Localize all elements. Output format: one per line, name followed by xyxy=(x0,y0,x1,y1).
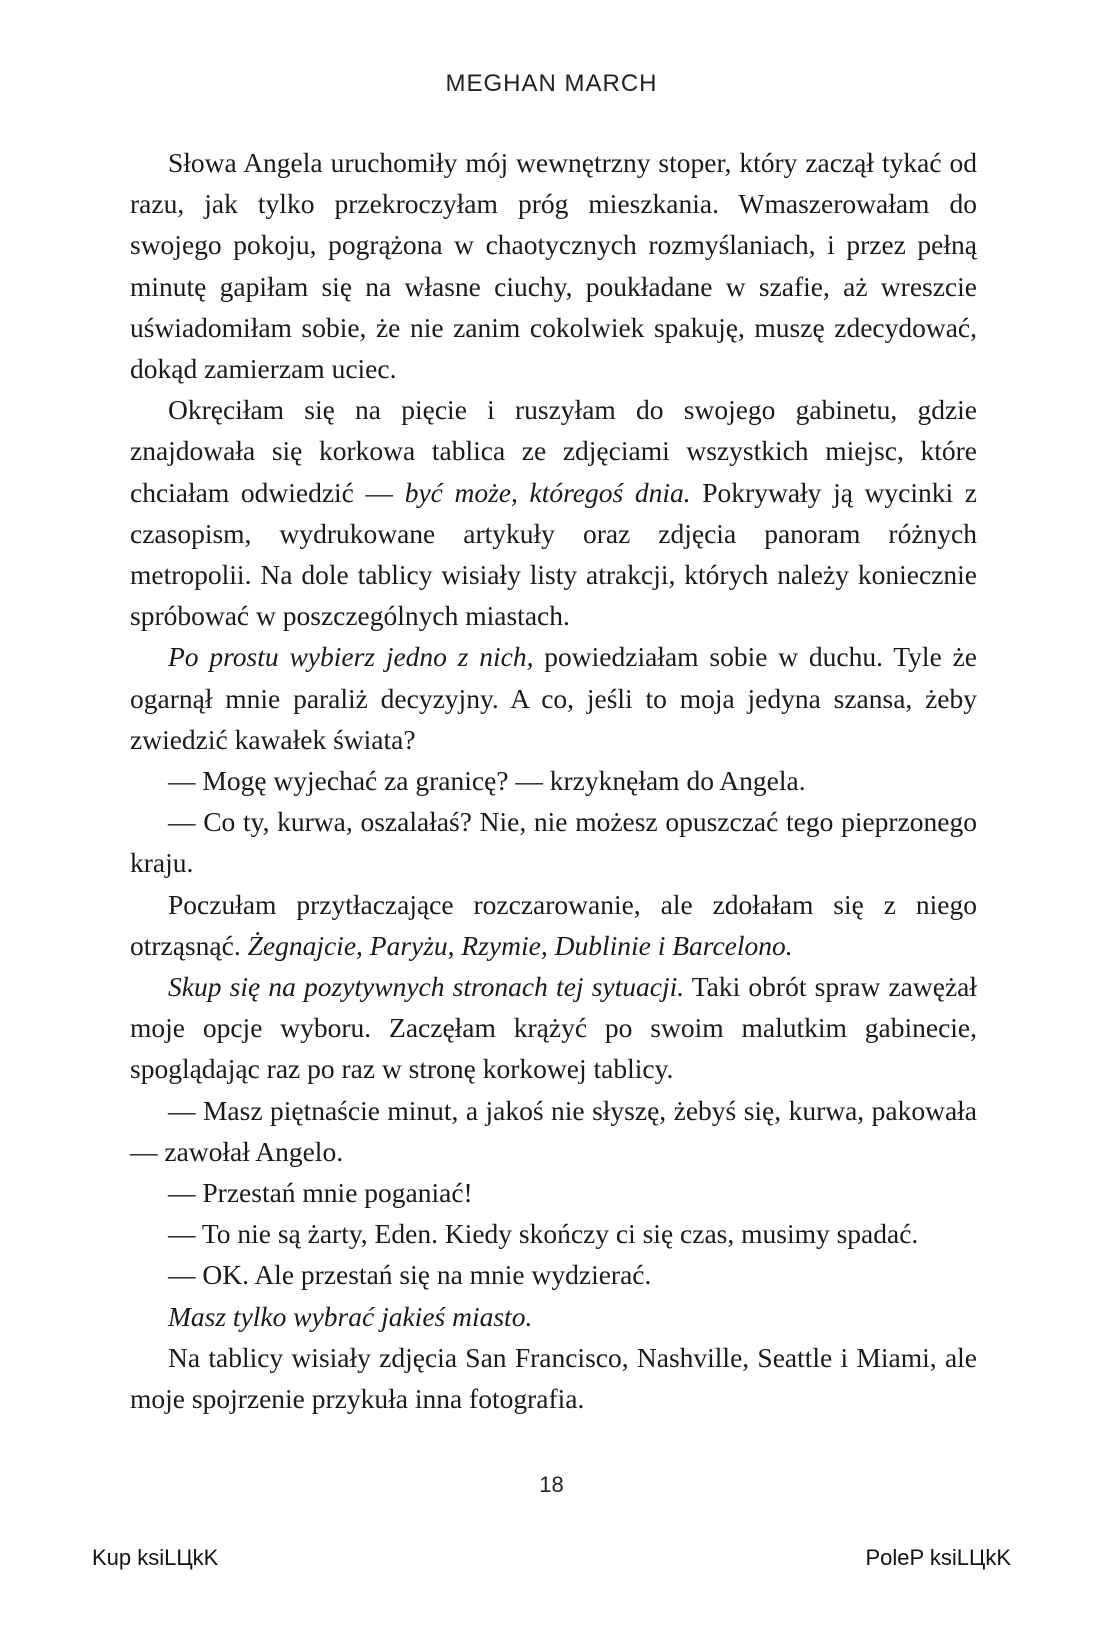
page-number: 18 xyxy=(539,1472,564,1497)
text-run: Słowa Angela uruchomiły mój wewnętrzny stoper, który zaczął tykać od razu, jak tylko przekroczyłam próg mieszkania. Wmaszerowałam do swojego pokoju, pogrążona w chaotycznych rozmyślaniach, i przez pełną minutę gapiłam się na własne ciuchy, poukładane w szafie, aż wreszcie uświadomiłam sobie, że nie zanim cokolwiek spakuję, muszę zdecydować, dokąd zamierzam uciec. xyxy=(130,147,977,385)
paragraph xyxy=(130,1172,977,1213)
buy-book-link[interactable]: Kup ksiLЦkK xyxy=(92,1545,219,1570)
running-head-author: MEGHAN MARCH xyxy=(445,70,658,97)
text-run: Na tablicy wisiały zdjęcia San Francisco, Nashville, Seattle i Miami, ale moje spojrzenie przykuła inna fotografia. xyxy=(130,1341,977,1415)
text-run: — Masz piętnaście minut, a jakoś nie słyszę, żebyś się, kurwa, pakowała — zawołał Angelo. xyxy=(130,1094,977,1167)
text-run: — Mogę wyjechać za granicę? — krzyknęłam do Angela. xyxy=(168,765,806,797)
text-run: Pokrywały ją wycinki z czasopism, wydrukowane artykuły oraz zdjęcia panoram różnych metropolii. Na dole tablicy wisiały listy atrakcji, których należy koniecznie spróbować w poszczególnych miastach. xyxy=(130,476,977,632)
paragraph xyxy=(130,142,977,389)
paragraph xyxy=(130,966,977,1090)
recommend-book-link[interactable]: PoleP ksiLЦkK xyxy=(865,1545,1011,1570)
text-run: — To nie są żarty, Eden. Kiedy skończy ci się czas, musimy spadać. xyxy=(168,1218,919,1250)
text-run: Taki obrót spraw zawężał moje opcje wyboru. Zaczęłam krążyć po swoim malutkim gabinecie, spoglądając raz po raz w stronę korkowej tablicy. xyxy=(130,971,978,1085)
paragraph xyxy=(130,1254,977,1295)
italic-text: Po prostu wybierz jedno z nich, xyxy=(168,641,534,673)
text-run: — Co ty, kurwa, oszalałaś? Nie, nie możesz opuszczać tego pieprzonego kraju. xyxy=(130,806,977,879)
paragraph xyxy=(130,1213,977,1254)
paragraph xyxy=(130,884,977,966)
paragraph xyxy=(130,801,977,883)
text-run: Okręciłam się na pięcie i ruszyłam do swojego gabinetu, gdzie znajdowała się korkowa tablica ze zdjęciami wszystkich miejsc, które chciałam odwiedzić — xyxy=(130,394,977,508)
text-run: — Przestań mnie poganiać! xyxy=(168,1177,473,1209)
italic-text: Żegnajcie, Paryżu, Rzymie, Dublinie i Barcelono. xyxy=(247,929,793,961)
paragraph xyxy=(130,636,977,760)
text-run: — OK. Ale przestań się na mnie wydzierać. xyxy=(168,1259,652,1291)
paragraph xyxy=(130,1337,977,1419)
italic-text: Skup się na pozytywnych stronach tej sytuacji. xyxy=(168,971,685,1003)
body-text xyxy=(130,142,977,1419)
paragraph xyxy=(130,1090,977,1172)
italic-text: być może, któregoś dnia. xyxy=(404,476,691,508)
paragraph xyxy=(130,760,977,801)
text-run: Poczułam przytłaczające rozczarowanie, ale zdołałam się z niego otrząsnąć. xyxy=(130,888,977,961)
italic-text: Masz tylko wybrać jakieś miasto. xyxy=(168,1300,533,1332)
paragraph xyxy=(130,389,977,636)
text-run: powiedziałam sobie w duchu. Tyle że ogarnął mnie paraliż decyzyjny. A co, jeśli to moja jedyna szansa, żeby zwiedzić kawałek świata? xyxy=(130,641,978,755)
paragraph xyxy=(130,1296,977,1337)
